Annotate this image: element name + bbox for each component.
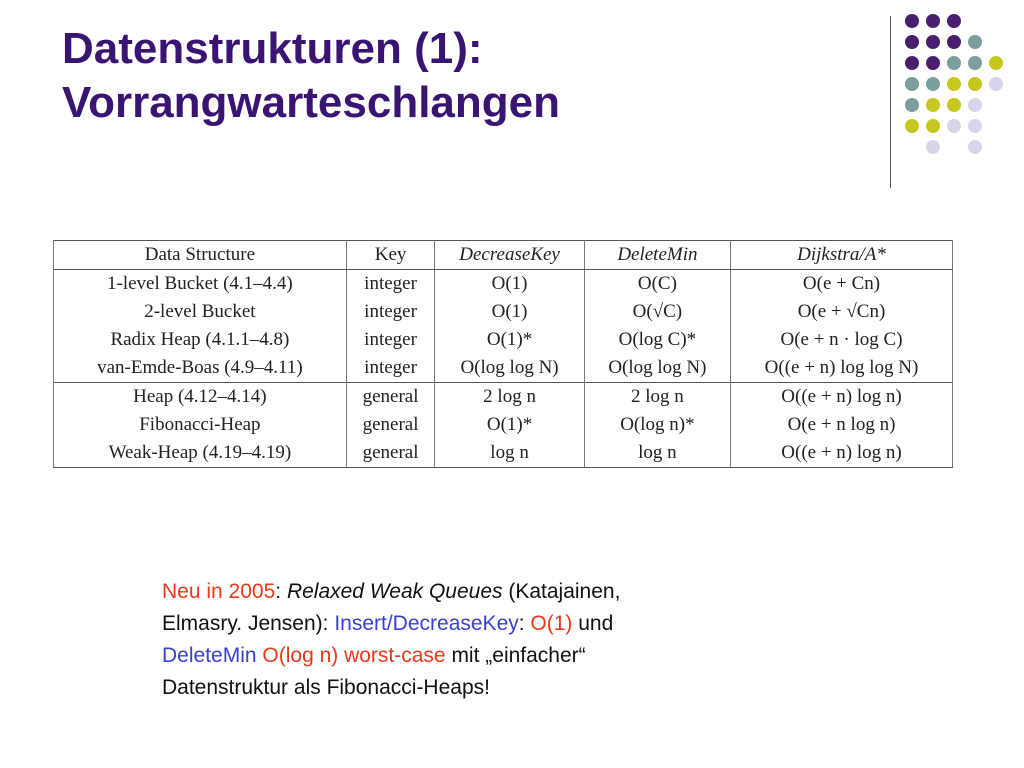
note-text: Datenstruktur als Fibonacci-Heaps! bbox=[162, 676, 490, 699]
table-header-row bbox=[54, 241, 953, 270]
table-row bbox=[54, 298, 953, 326]
table-cell: O(C) bbox=[584, 270, 730, 299]
table-row bbox=[54, 439, 953, 468]
note-line-1 bbox=[162, 576, 802, 608]
slide-title-line-2: Vorrangwarteschlangen bbox=[62, 78, 560, 127]
column-header: Dijkstra/A* bbox=[731, 241, 953, 270]
table-cell: log n bbox=[435, 439, 584, 468]
priority-queue-comparison-table bbox=[53, 240, 953, 468]
decor-dot bbox=[947, 77, 961, 91]
table-cell: O(log C)* bbox=[584, 326, 730, 354]
table-cell: O(1)* bbox=[435, 326, 584, 354]
decor-dot bbox=[947, 98, 961, 112]
decor-dot bbox=[905, 14, 919, 28]
note-complexity: O(log n) worst-case bbox=[262, 644, 446, 667]
table-cell: integer bbox=[346, 298, 435, 326]
table-row bbox=[54, 326, 953, 354]
decor-dot bbox=[905, 77, 919, 91]
decor-dot bbox=[947, 56, 961, 70]
note-line-2 bbox=[162, 608, 802, 640]
note-line-4 bbox=[162, 672, 802, 704]
table-cell: 1-level Bucket (4.1–4.4) bbox=[54, 270, 347, 299]
table-cell: O((e + n) log n) bbox=[731, 383, 953, 412]
note-line-3 bbox=[162, 640, 802, 672]
table-cell: 2 log n bbox=[584, 383, 730, 412]
table-row bbox=[54, 411, 953, 439]
decor-dot bbox=[989, 56, 1003, 70]
decor-dot bbox=[926, 35, 940, 49]
decor-dot bbox=[926, 140, 940, 154]
decor-dot bbox=[968, 98, 982, 112]
decor-dot bbox=[926, 119, 940, 133]
table-cell: integer bbox=[346, 270, 435, 299]
table-cell: Heap (4.12–4.14) bbox=[54, 383, 347, 412]
decor-dot bbox=[905, 56, 919, 70]
decor-dot bbox=[947, 119, 961, 133]
decor-dot bbox=[947, 35, 961, 49]
table-cell: O(√C) bbox=[584, 298, 730, 326]
table-cell: O(log log N) bbox=[435, 354, 584, 383]
column-header: Data Structure bbox=[54, 241, 347, 270]
note-complexity: O(1) bbox=[530, 612, 573, 635]
table-cell: O((e + n) log log N) bbox=[731, 354, 953, 383]
decor-dot bbox=[926, 56, 940, 70]
decor-divider-line bbox=[890, 16, 891, 188]
decor-dot bbox=[968, 140, 982, 154]
table-cell: Weak-Heap (4.19–4.19) bbox=[54, 439, 347, 468]
note-text: und bbox=[572, 612, 614, 635]
table-cell: Radix Heap (4.1.1–4.8) bbox=[54, 326, 347, 354]
note-operation: DeleteMin bbox=[162, 644, 257, 667]
table-row bbox=[54, 383, 953, 412]
table-cell: O((e + n) log n) bbox=[731, 439, 953, 468]
table-cell: log n bbox=[584, 439, 730, 468]
table-cell: O(e + n log n) bbox=[731, 411, 953, 439]
decor-dot bbox=[905, 35, 919, 49]
note-operation: Insert/DecreaseKey bbox=[334, 612, 519, 635]
table-cell: O(e + Cn) bbox=[731, 270, 953, 299]
decor-dot bbox=[968, 119, 982, 133]
decor-dot bbox=[905, 119, 919, 133]
table-cell: O(log log N) bbox=[584, 354, 730, 383]
decor-dot bbox=[989, 77, 1003, 91]
decor-dot bbox=[968, 56, 982, 70]
column-header: Key bbox=[346, 241, 435, 270]
note-text: Elmasry. Jensen): bbox=[162, 612, 335, 635]
table-cell: 2 log n bbox=[435, 383, 584, 412]
decor-dot bbox=[926, 98, 940, 112]
table-cell: integer bbox=[346, 326, 435, 354]
decor-dot bbox=[926, 14, 940, 28]
table-cell: 2-level Bucket bbox=[54, 298, 347, 326]
table-row bbox=[54, 270, 953, 299]
table-cell: van-Emde-Boas (4.9–4.11) bbox=[54, 354, 347, 383]
table-cell: O(e + n · log C) bbox=[731, 326, 953, 354]
note-year: Neu in 2005 bbox=[162, 580, 276, 603]
table-row bbox=[54, 354, 953, 383]
decor-dot bbox=[968, 77, 982, 91]
note-paragraph bbox=[162, 576, 802, 704]
note-text: : bbox=[518, 612, 531, 635]
decor-dot bbox=[947, 14, 961, 28]
slide-title-line-1: Datenstrukturen (1): bbox=[62, 24, 483, 73]
table-cell: O(1) bbox=[435, 298, 584, 326]
table-body bbox=[54, 270, 953, 468]
note-text: (Katajainen, bbox=[502, 580, 621, 603]
note-structure-name: Relaxed Weak Queues bbox=[286, 580, 503, 603]
decor-dot bbox=[968, 35, 982, 49]
comparison-table-container bbox=[53, 240, 953, 468]
table-cell: O(1) bbox=[435, 270, 584, 299]
note-text: mit „einfacher“ bbox=[445, 644, 586, 667]
table-cell: integer bbox=[346, 354, 435, 383]
decor-dot bbox=[926, 77, 940, 91]
decor-dot bbox=[905, 98, 919, 112]
table-cell: O(log n)* bbox=[584, 411, 730, 439]
table-cell: O(e + √Cn) bbox=[731, 298, 953, 326]
column-header: DecreaseKey bbox=[435, 241, 584, 270]
table-cell: O(1)* bbox=[435, 411, 584, 439]
column-header: DeleteMin bbox=[584, 241, 730, 270]
table-cell: general bbox=[346, 383, 435, 412]
slide-title bbox=[62, 22, 862, 130]
table-cell: Fibonacci-Heap bbox=[54, 411, 347, 439]
table-cell: general bbox=[346, 411, 435, 439]
note-text: : bbox=[275, 580, 287, 603]
table-cell: general bbox=[346, 439, 435, 468]
